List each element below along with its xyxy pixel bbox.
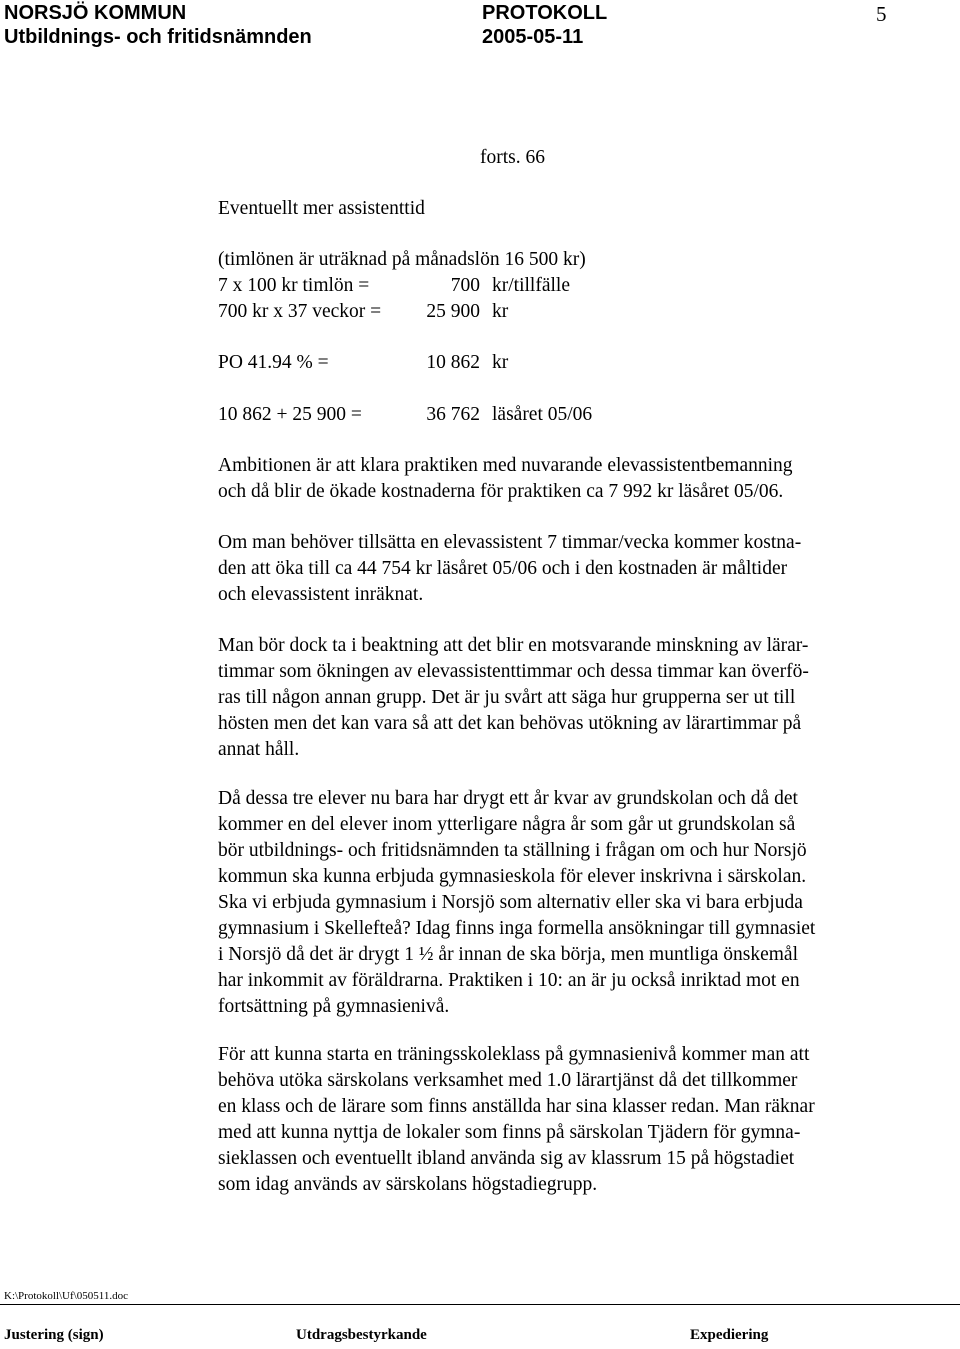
paragraph-assistant-cost xyxy=(218,530,908,608)
calc-row-value: 25 900 xyxy=(426,301,480,322)
calc-row-unit: kr xyxy=(492,301,509,322)
paragraph-line: och då blir de ökade kostnaderna för praktiken ca 7 992 kr läsåret 05/06. xyxy=(218,481,784,502)
paragraph-line: Då dessa tre elever nu bara har drygt ett år kvar av grundskolan och då det xyxy=(218,788,798,809)
paragraph-gymnasium xyxy=(218,786,908,1020)
paragraph-line: ras till någon annan grupp. Det är ju svårt att säga hur grupperna ser ut till xyxy=(218,687,796,708)
meeting-date: 2005-05-11 xyxy=(482,26,584,48)
paragraph-line: gymnasium i Skellefteå? Idag finns inga formella ansökningar till gymnasiet xyxy=(218,918,816,939)
paragraph-ambition xyxy=(218,453,908,505)
paragraph-line: timmar som ökningen av elevassistenttimmar och dessa timmar kan överfö- xyxy=(218,661,809,682)
paragraph-line: fortsättning på gymnasienivå. xyxy=(218,996,450,1017)
paragraph-training-class xyxy=(218,1042,908,1198)
section-ref: forts. 66 xyxy=(480,147,545,168)
paragraph-line: hösten men det kan vara så att det kan behövas utökning av lärartimmar på xyxy=(218,713,802,734)
calc-note: (timlönen är uträknad på månadslön 16 500 kr) xyxy=(218,249,586,270)
calc-heading: Eventuellt mer assistenttid xyxy=(218,198,425,219)
paragraph-line: bör utbildnings- och fritidsnämnden ta ställning i frågan om och hur Norsjö xyxy=(218,840,807,861)
paragraph-line: den att öka till ca 44 754 kr läsåret 05/06 och i den kostnaden är måltider xyxy=(218,558,788,579)
utdrag-label: Utdragsbestyrkande xyxy=(296,1327,427,1343)
paragraph-line: Ambitionen är att klara praktiken med nuvarande elevassistentbemanning xyxy=(218,455,793,476)
calc-row-unit: kr xyxy=(492,352,509,373)
calc-row-value: 10 862 xyxy=(426,352,480,373)
paragraph-line: Om man behöver tillsätta en elevassistent 7 timmar/vecka kommer kostna- xyxy=(218,532,802,553)
paragraph-line: som idag används av särskolans högstadiegrupp. xyxy=(218,1174,598,1195)
calc-row-value: 700 xyxy=(450,275,480,296)
paragraph-line: annat håll. xyxy=(218,739,300,760)
org-name: NORSJÖ KOMMUN xyxy=(4,2,187,24)
paragraph-line: kommer en del elever inom ytterligare några år som går ut grundskolan så xyxy=(218,814,796,835)
paragraph-line: och elevassistent inräknat. xyxy=(218,584,424,605)
paragraph-line: i Norsjö då det är drygt 1 ½ år innan de ska börja, men muntliga önskemål xyxy=(218,944,798,965)
calc-row-unit: läsåret 05/06 xyxy=(492,404,593,425)
paragraph-line: För att kunna starta en träningsskoleklass på gymnasienivå kommer man att xyxy=(218,1044,810,1065)
page-number: 5 xyxy=(876,2,887,26)
paragraph-line: behöva utöka särskolans verksamhet med 1.0 lärartjänst då det tillkommer xyxy=(218,1070,798,1091)
paragraph-line: Man bör dock ta i beaktning att det blir en motsvarande minskning av lärar- xyxy=(218,635,809,656)
paragraph-line: en klass och de lärare som finns anställda har sina klasser redan. Man räknar xyxy=(218,1096,815,1117)
paragraph-line: sieklassen och eventuellt ibland använda sig av klassrum 15 på högstadiet xyxy=(218,1148,795,1169)
paragraph-teacher-hours xyxy=(218,633,908,763)
calc-row-value: 36 762 xyxy=(426,404,480,425)
expediering-label: Expediering xyxy=(690,1327,769,1343)
committee-name: Utbildnings- och fritidsnämnden xyxy=(4,26,312,48)
calc-row-label: PO 41.94 % = xyxy=(218,352,329,373)
footer-divider xyxy=(0,1304,960,1305)
calc-row-label: 10 862 + 25 900 = xyxy=(218,404,362,425)
doc-type: PROTOKOLL xyxy=(482,2,608,24)
paragraph-line: Ska vi erbjuda gymnasium i Norsjö som alternativ eller ska vi bara erbjuda xyxy=(218,892,803,913)
paragraph-line: har inkommit av föräldrarna. Praktiken i 10: an är ju också inriktad mot en xyxy=(218,970,800,991)
calc-row-label: 700 kr x 37 veckor = xyxy=(218,301,382,322)
paragraph-line: kommun ska kunna erbjuda gymnasieskola för elever inskrivna i särskolan. xyxy=(218,866,807,887)
justering-label: Justering (sign) xyxy=(4,1327,104,1343)
paragraph-line: med att kunna nyttja de lokaler som finns på särskolan Tjädern för gymna- xyxy=(218,1122,801,1143)
calc-row-label: 7 x 100 kr timlön = xyxy=(218,275,370,296)
file-path: K:\Protokoll\Uf\050511.doc xyxy=(4,1290,128,1302)
calc-row-unit: kr/tillfälle xyxy=(492,275,570,296)
